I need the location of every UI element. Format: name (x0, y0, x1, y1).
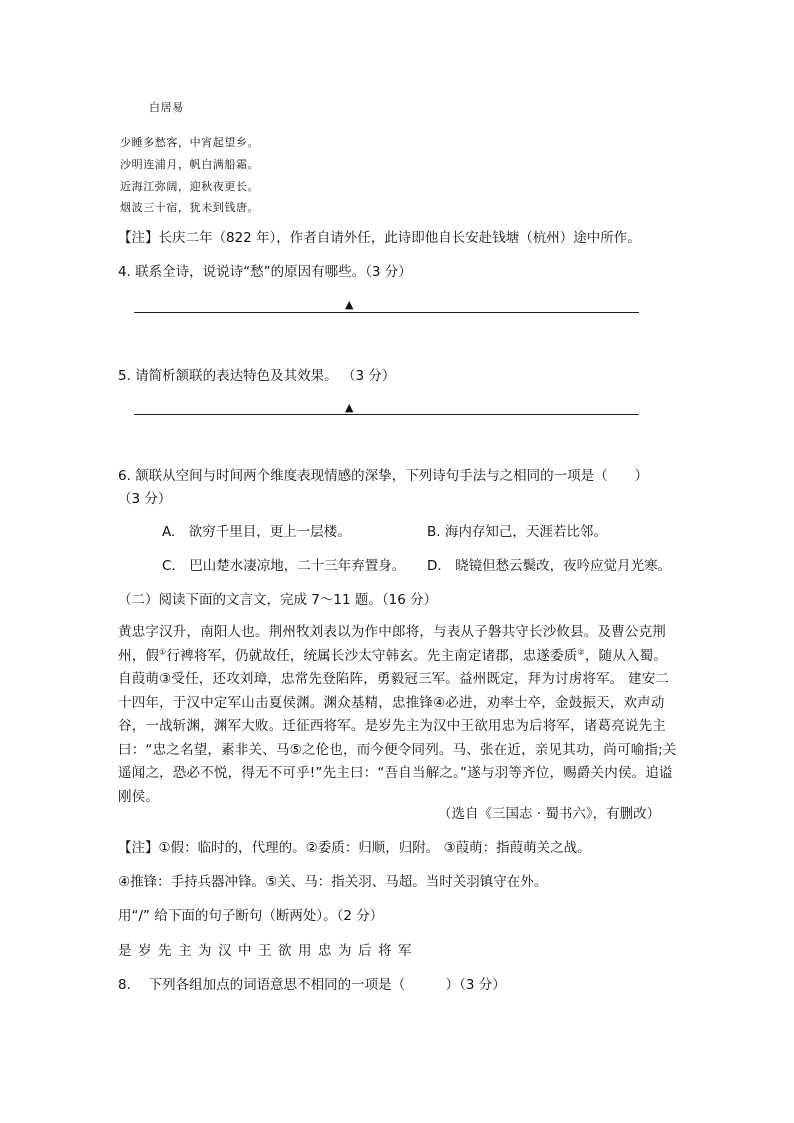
answer-line-5[interactable] (134, 414, 639, 415)
option-b: B. 海内存知己，天涯若比邻。 (427, 524, 607, 540)
poem-note: 【注】长庆二年（822 年），作者自请外任，此诗即他自长安赴钱塘（杭州）途中所作。 (118, 230, 641, 246)
question-8: 8. 下列各组加点的词语意思不相同的一项是（ ）（3 分） (118, 977, 506, 993)
section-2-title: （二）阅读下面的文言文，完成 7～11 题。（16 分） (118, 592, 438, 608)
answer-marker-4: ▲ (345, 298, 354, 311)
notes-line-1: 【注】①假：临时的，代理的。②委质：归顺，归附。 ③葭萌：指葭萌关之战。 (118, 840, 591, 856)
question-6: 6. 颔联从空间与时间两个维度表现情感的深挚，下列诗句手法与之相同的一项是（ ） (118, 468, 649, 484)
note-ref-1: ① (159, 647, 167, 656)
passage-part-1: 黄忠字汉升，南阳人也。荆州牧刘表以为作中郎将，与表从子磐共守长沙攸县。及曹公克荆州，假 (118, 624, 666, 664)
answer-line-4[interactable] (134, 312, 639, 313)
poem-line-1: 少睡多愁客，中宵起望乡。 (120, 136, 260, 149)
notes-line-2: ④推锋：手持兵器冲锋。⑤关、马：指关羽、马超。当时关羽镇守在外。 (118, 874, 548, 890)
question-4: 4. 联系全诗，说说诗“愁”的原因有哪些。（3 分） (118, 264, 412, 280)
option-c: C. 巴山楚水凄凉地，二十三年弃置身。 (162, 558, 406, 574)
note-ref-2: ② (577, 647, 585, 656)
question-6-score: （3 分） (118, 491, 172, 507)
question-7: 用“/” 给下面的句子断句（断两处）。（2 分） (118, 908, 384, 924)
poem-line-4: 烟波三十宿，犹未到钱唐。 (120, 201, 260, 214)
passage-part-3: ，随从入蜀。自葭萌③受任，还攻刘璋，忠常先登陷阵，勇毅冠三军。益州既定，拜为讨虏将军。 建安二十四年，于汉中定军山击夏侯渊。渊众基精，忠推锋④必进，劝率士卒，金鼓振天，欢声动谷，一战斩渊，渊军大败。迁征西将军。是岁先主为汉中王欲用忠为后将军，诸葛亮说先主曰：“忠之名望，素非关、马⑤之伦也，而今便令同列。马、张在近，亲见其功，尚可喻指;关遥闻之，恐必不悦，得无不可乎!”先主曰：“吾自当解之。”遂与羽等齐位，赐爵关内侯。追谥刚侯。 (118, 647, 677, 805)
option-a: A. 欲穷千里目，更上一层楼。 (162, 524, 351, 540)
poem-author: 白居易 (149, 101, 184, 114)
question-5: 5. 请简析颔联的表达特色及其效果。 （3 分） (118, 368, 396, 384)
classical-passage (118, 621, 680, 809)
poem-line-2: 沙明连浦月，帆白满船霜。 (120, 158, 260, 171)
passage-part-2: 行裨将军，仍就故任，统属长沙太守韩玄。先主南定诸郡，忠遂委质 (166, 647, 578, 664)
passage-source: （选自《三国志 · 蜀书六》，有删改） (438, 806, 661, 822)
question-7-sentence: 是岁先主为汉中王欲用忠为后将军 (118, 943, 418, 959)
option-d: D. 晓镜但愁云鬓改，夜吟应觉月光寒。 (427, 558, 672, 574)
answer-marker-5: ▲ (345, 401, 354, 414)
poem-line-3: 近海江弥阔，迎秋夜更长。 (120, 180, 260, 193)
